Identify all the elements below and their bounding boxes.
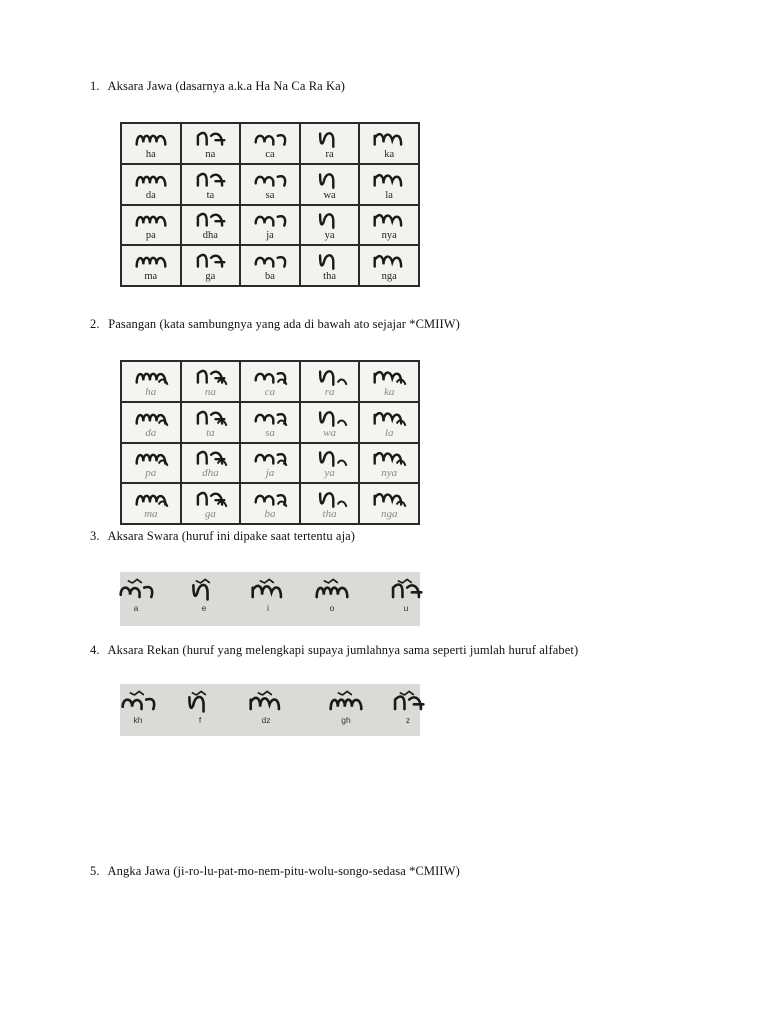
latin-label: e xyxy=(201,603,207,613)
latin-label: ma xyxy=(144,508,158,521)
table-cell xyxy=(181,123,241,164)
latin-label: sa xyxy=(265,426,275,439)
latin-label: nya xyxy=(381,467,398,480)
latin-label: nga xyxy=(381,271,397,283)
javanese-glyph-icon xyxy=(241,249,299,271)
latin-label: ca xyxy=(264,385,276,398)
javanese-glyph-icon xyxy=(301,365,359,387)
javanese-glyph-icon xyxy=(360,168,418,190)
latin-label: ga xyxy=(205,271,216,283)
latin-label: dz xyxy=(261,715,271,725)
table-row xyxy=(121,164,419,205)
table-cell xyxy=(359,205,419,246)
latin-label: dha xyxy=(202,467,219,480)
table-cell xyxy=(240,402,300,443)
javanese-glyph-icon xyxy=(122,487,180,509)
javanese-glyph-icon xyxy=(182,249,240,271)
latin-label: wa xyxy=(323,189,336,201)
javanese-glyph-icon xyxy=(182,406,240,428)
javanese-glyph-icon xyxy=(108,690,168,714)
javanese-glyph-icon xyxy=(182,208,240,230)
javanese-glyph-icon xyxy=(182,168,240,190)
javanese-glyph-icon xyxy=(122,406,180,428)
latin-label: da xyxy=(145,426,157,439)
latin-label: ba xyxy=(264,508,276,521)
glyph-cell xyxy=(170,684,230,725)
latin-label: sa xyxy=(265,189,275,201)
table-row xyxy=(121,483,419,524)
aksara-jawa-table-image xyxy=(120,122,420,287)
table-row xyxy=(121,361,419,402)
glyph-cell xyxy=(376,572,436,613)
table-cell xyxy=(300,483,360,524)
glyph-cell xyxy=(302,572,362,613)
glyph-cell xyxy=(106,572,166,613)
latin-label: o xyxy=(329,603,335,613)
javanese-glyph-icon xyxy=(316,690,376,714)
table-cell xyxy=(181,245,241,286)
table-cell xyxy=(359,483,419,524)
table-cell xyxy=(359,361,419,402)
javanese-glyph-icon xyxy=(376,578,436,602)
section-2-heading xyxy=(90,317,460,332)
latin-label: kh xyxy=(133,715,143,725)
aksara-jawa-table xyxy=(120,122,420,287)
table-cell xyxy=(181,443,241,484)
latin-label: tha xyxy=(323,271,336,283)
pasangan-table xyxy=(120,360,420,525)
latin-label: dha xyxy=(202,230,218,242)
table-cell xyxy=(359,164,419,205)
table-row xyxy=(121,443,419,484)
latin-label: pa xyxy=(145,467,157,480)
javanese-glyph-icon xyxy=(122,249,180,271)
table-cell xyxy=(240,245,300,286)
section-title: Pasangan (kata sambungnya yang ada di bawah ato sejajar *CMIIW) xyxy=(108,317,460,331)
latin-label: ba xyxy=(265,271,275,283)
table-cell xyxy=(300,443,360,484)
section-title: Aksara Jawa (dasarnya a.k.a Ha Na Ca Ra Ka) xyxy=(107,79,346,93)
table-cell xyxy=(300,164,360,205)
glyph-cell xyxy=(108,684,168,725)
table-row xyxy=(121,205,419,246)
latin-label: pa xyxy=(145,230,156,242)
javanese-glyph-icon xyxy=(241,168,299,190)
latin-label: ra xyxy=(325,148,334,160)
javanese-glyph-icon xyxy=(301,487,359,509)
section-5-heading xyxy=(90,864,460,879)
latin-label: ja xyxy=(266,230,274,242)
javanese-glyph-icon xyxy=(301,168,359,190)
latin-label: nga xyxy=(380,508,398,521)
javanese-glyph-icon xyxy=(182,446,240,468)
table-cell xyxy=(121,361,181,402)
table-cell xyxy=(359,123,419,164)
table-cell xyxy=(300,402,360,443)
javanese-glyph-icon xyxy=(241,365,299,387)
table-cell xyxy=(240,361,300,402)
latin-label: gh xyxy=(341,715,351,725)
table-cell xyxy=(181,361,241,402)
javanese-glyph-icon xyxy=(236,690,296,714)
javanese-glyph-icon xyxy=(122,168,180,190)
latin-label: tha xyxy=(322,508,337,521)
table-cell xyxy=(300,361,360,402)
javanese-glyph-icon xyxy=(378,690,438,714)
javanese-glyph-icon xyxy=(301,249,359,271)
table-row xyxy=(121,123,419,164)
section-number: 1. xyxy=(90,79,100,93)
latin-label: ga xyxy=(204,508,216,521)
table-cell xyxy=(121,123,181,164)
table-row xyxy=(121,245,419,286)
latin-label: ka xyxy=(383,385,395,398)
latin-label: ta xyxy=(206,189,215,201)
javanese-glyph-icon xyxy=(360,208,418,230)
table-cell xyxy=(121,443,181,484)
section-number: 5. xyxy=(90,864,100,878)
latin-label: a xyxy=(133,603,139,613)
javanese-glyph-icon xyxy=(301,208,359,230)
latin-label: ca xyxy=(265,148,275,160)
latin-label: ha xyxy=(145,148,156,160)
aksara-swara-image xyxy=(120,572,420,626)
latin-label: wa xyxy=(323,426,336,439)
javanese-glyph-icon xyxy=(360,365,418,387)
latin-label: ta xyxy=(206,426,215,439)
javanese-glyph-icon xyxy=(238,578,298,602)
latin-label: ra xyxy=(324,385,335,398)
javanese-glyph-icon xyxy=(241,487,299,509)
table-cell xyxy=(121,205,181,246)
pasangan-table-image xyxy=(120,360,420,525)
latin-label: z xyxy=(405,715,411,725)
latin-label: la xyxy=(384,426,394,439)
table-cell xyxy=(121,245,181,286)
javanese-glyph-icon xyxy=(360,406,418,428)
table-cell xyxy=(359,402,419,443)
latin-label: ma xyxy=(144,271,158,283)
glyph-cell xyxy=(316,684,376,725)
javanese-glyph-icon xyxy=(301,446,359,468)
javanese-glyph-icon xyxy=(182,365,240,387)
javanese-glyph-icon xyxy=(360,249,418,271)
javanese-glyph-icon xyxy=(301,406,359,428)
javanese-glyph-icon xyxy=(122,127,180,149)
javanese-glyph-icon xyxy=(360,487,418,509)
table-cell xyxy=(181,164,241,205)
glyph-cell xyxy=(236,684,296,725)
glyph-cell xyxy=(238,572,298,613)
latin-label: la xyxy=(385,189,393,201)
table-cell xyxy=(240,483,300,524)
section-number: 2. xyxy=(90,317,100,331)
section-title: Angka Jawa (ji-ro-lu-pat-mo-nem-pitu-wolu-songo-sedasa *CMIIW) xyxy=(107,864,460,878)
latin-label: nya xyxy=(381,230,397,242)
javanese-glyph-icon xyxy=(360,127,418,149)
latin-label: ka xyxy=(384,148,395,160)
table-cell xyxy=(121,402,181,443)
latin-label: f xyxy=(198,715,202,725)
table-cell xyxy=(300,245,360,286)
javanese-glyph-icon xyxy=(174,578,234,602)
table-cell xyxy=(300,123,360,164)
table-cell xyxy=(240,164,300,205)
javanese-glyph-icon xyxy=(122,446,180,468)
javanese-glyph-icon xyxy=(241,446,299,468)
glyph-cell xyxy=(378,684,438,725)
table-cell xyxy=(300,205,360,246)
glyph-cell xyxy=(174,572,234,613)
javanese-glyph-icon xyxy=(241,127,299,149)
latin-label: ya xyxy=(324,230,335,242)
javanese-glyph-icon xyxy=(106,578,166,602)
section-title: Aksara Rekan (huruf yang melengkapi supaya jumlahnya sama seperti jumlah huruf alfabet) xyxy=(107,643,579,657)
javanese-glyph-icon xyxy=(360,446,418,468)
javanese-glyph-icon xyxy=(241,208,299,230)
section-title: Aksara Swara (huruf ini dipake saat tertentu aja) xyxy=(107,529,356,543)
aksara-rekan-image xyxy=(120,684,420,736)
section-number: 4. xyxy=(90,643,100,657)
javanese-glyph-icon xyxy=(182,487,240,509)
javanese-glyph-icon xyxy=(302,578,362,602)
table-cell xyxy=(240,443,300,484)
table-cell xyxy=(240,205,300,246)
table-cell xyxy=(359,443,419,484)
section-1-heading xyxy=(90,79,345,94)
latin-label: na xyxy=(205,148,216,160)
javanese-glyph-icon xyxy=(122,208,180,230)
latin-label: i xyxy=(267,603,269,613)
javanese-glyph-icon xyxy=(170,690,230,714)
section-4-heading xyxy=(90,643,578,658)
table-cell xyxy=(181,483,241,524)
latin-label: u xyxy=(403,603,409,613)
latin-label: ya xyxy=(324,467,335,480)
javanese-glyph-icon xyxy=(241,406,299,428)
section-number: 3. xyxy=(90,529,100,543)
table-cell xyxy=(121,164,181,205)
table-cell xyxy=(181,402,241,443)
table-cell xyxy=(359,245,419,286)
latin-label: ja xyxy=(265,467,275,480)
latin-label: na xyxy=(204,385,216,398)
table-cell xyxy=(121,483,181,524)
table-cell xyxy=(181,205,241,246)
javanese-glyph-icon xyxy=(122,365,180,387)
table-row xyxy=(121,402,419,443)
latin-label: ha xyxy=(145,385,157,398)
javanese-glyph-icon xyxy=(301,127,359,149)
latin-label: da xyxy=(145,189,156,201)
table-cell xyxy=(240,123,300,164)
javanese-glyph-icon xyxy=(182,127,240,149)
section-3-heading xyxy=(90,529,355,544)
